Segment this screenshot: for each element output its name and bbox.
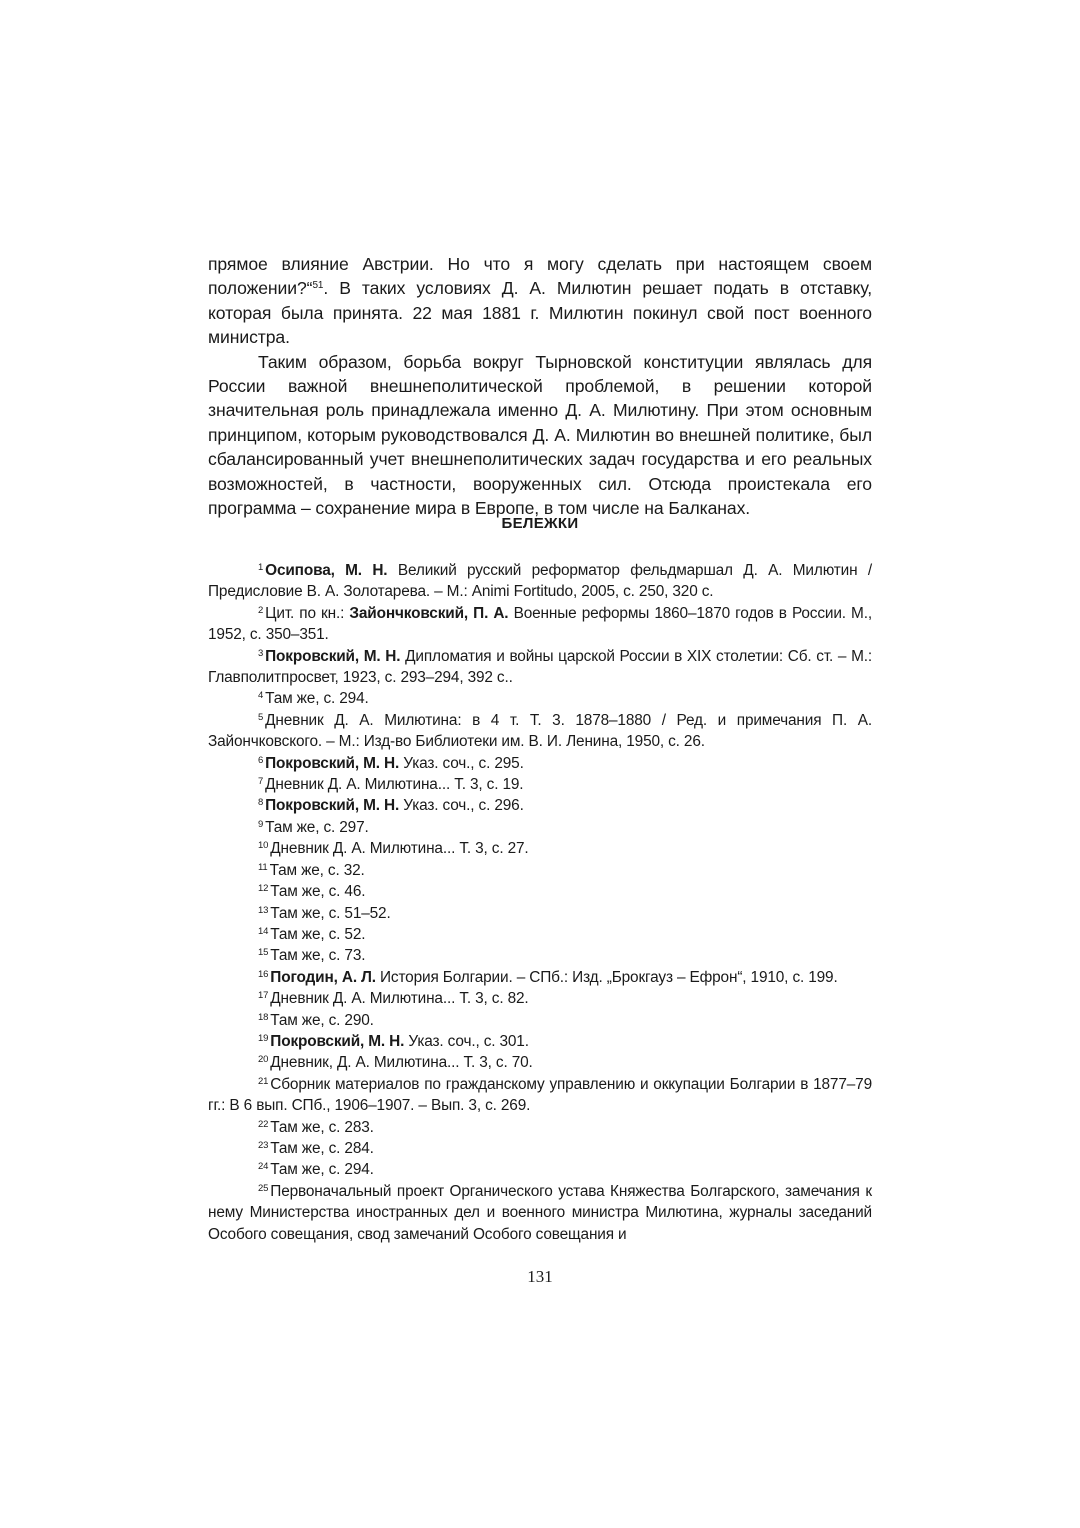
note-item <box>208 967 872 988</box>
note-text: Там же, с. 284. <box>270 1139 374 1157</box>
note-text: Первоначальный проект Органического устава Княжества Болгарского, замечания к нему Министерства иностранных дел и военного министра Милютина, журналы заседаний Особого совещания, свод замечаний Особого совещания и <box>208 1182 872 1243</box>
paragraph-1-end: . В таких условиях Д. А. Милютин решает подать в отставку, которая была принята. 22 мая 1881 г. Милютин покинул свой пост военного министра. <box>208 278 872 348</box>
paragraph-1 <box>208 252 872 350</box>
note-item <box>208 1181 872 1245</box>
note-number: 19 <box>258 1032 269 1044</box>
note-item <box>208 753 872 774</box>
note-number: 10 <box>258 840 269 852</box>
note-number: 22 <box>258 1118 269 1130</box>
note-item <box>208 646 872 689</box>
note-number: 5 <box>258 711 264 723</box>
note-number: 14 <box>258 925 269 937</box>
note-text: Там же, с. 52. <box>270 925 366 943</box>
note-text: Указ. соч., с. 301. <box>404 1032 529 1050</box>
note-text: Там же, с. 32. <box>269 861 365 879</box>
notes-heading: БЕЛЕЖКИ <box>501 515 579 532</box>
note-item <box>208 603 872 646</box>
note-prefix: Цит. по кн.: <box>265 604 350 622</box>
note-author: Погодин, А. Л. <box>270 968 376 986</box>
note-item <box>208 838 872 859</box>
note-author: Покровский, М. Н. <box>265 797 400 815</box>
note-number: 7 <box>258 776 264 788</box>
note-number: 8 <box>258 797 264 809</box>
note-item <box>208 945 872 966</box>
note-item <box>208 1074 872 1117</box>
footnote-reference: 51 <box>312 280 324 292</box>
note-text: Дневник, Д. А. Милютина... Т. 3, с. 70. <box>270 1054 533 1072</box>
note-text: Военные реформы 1860–1870 годов в России. М., 1952, с. 350–351. <box>208 604 872 644</box>
note-text: Там же, с. 294. <box>265 690 369 708</box>
note-item <box>208 924 872 945</box>
note-text: Там же, с. 51–52. <box>270 904 391 922</box>
note-number: 20 <box>258 1054 269 1066</box>
note-item <box>208 688 872 709</box>
note-text: Там же, с. 290. <box>270 1011 374 1029</box>
note-text: Дневник Д. А. Милютина: в 4 т. Т. 3. 1878–1880 / Ред. и примечания П. А. Зайончковского. – М.: Изд-во Библиотеки им. В. И. Ленина, 1950, с. 26. <box>208 711 872 751</box>
note-author: Покровский, М. Н. <box>265 647 401 665</box>
note-item <box>208 817 872 838</box>
note-number: 23 <box>258 1139 269 1151</box>
note-number: 24 <box>258 1161 269 1173</box>
note-number: 21 <box>258 1075 269 1087</box>
main-text <box>208 252 872 520</box>
note-number: 4 <box>258 690 264 702</box>
note-text: Дневник Д. А. Милютина... Т. 3, с. 27. <box>270 840 529 858</box>
note-text: История Болгарии. – СПб.: Изд. „Брокгауз – Ефрон“, 1910, с. 199. <box>375 968 838 986</box>
note-item <box>208 903 872 924</box>
note-text: Сборник материалов по гражданскому управлению и оккупации Болгарии в 1877–79 гг.: В 6 вып. СПб., 1906–1907. – Вып. 3, с. 269. <box>208 1075 872 1115</box>
note-number: 15 <box>258 947 269 959</box>
note-text: Там же, с. 73. <box>270 947 366 965</box>
note-author: Покровский, М. Н. <box>265 754 400 772</box>
note-number: 16 <box>258 968 269 980</box>
note-text: Указ. соч., с. 295. <box>399 754 524 772</box>
note-text: Там же, с. 297. <box>265 818 369 836</box>
note-author: Зайончковский, П. А. <box>349 604 509 622</box>
note-number: 17 <box>258 990 269 1002</box>
note-item <box>208 1159 872 1180</box>
note-number: 12 <box>258 883 269 895</box>
note-text: Великий русский реформатор фельдмаршал Д. А. Милютин / Предисловие В. А. Золотарева. – М.: Animi Fortitudo, 2005, с. 250, 320 с. <box>208 562 872 601</box>
note-number: 13 <box>258 904 269 916</box>
paragraph-2: Таким образом, борьба вокруг Тырновской конституции являлась для России важной внешнеполитической проблемой, в решении которой значительная роль принадлежала именно Д. А. Милютину. При этом основным принципом, которым руководствовался Д. А. Милютин во внешней политике, был сбалансированный учет внешнеполитических задач государства и его реальных возможностей, в частности, вооруженных сил. Отсюда проистекала его программа – сохранение мира в Европе, в том числе на Балканах. <box>208 351 872 519</box>
note-number: 25 <box>258 1182 269 1194</box>
note-item <box>208 1010 872 1031</box>
note-item <box>208 881 872 902</box>
note-item <box>208 1138 872 1159</box>
note-item <box>208 1117 872 1138</box>
notes-list <box>208 560 872 1245</box>
note-number: 3 <box>258 647 264 659</box>
note-text: Там же, с. 46. <box>270 883 366 901</box>
paragraph-1-start: прямое влияние Австрии. Но что я могу сделать при настоящем своем положении?“ <box>208 254 872 299</box>
note-number: 11 <box>258 861 268 873</box>
note-number: 9 <box>258 818 264 830</box>
page-number: 131 <box>527 1267 553 1286</box>
note-text: Дневник Д. А. Милютина... Т. 3, с. 82. <box>270 990 529 1008</box>
note-text: Указ. соч., с. 296. <box>399 797 524 815</box>
note-item <box>208 1031 872 1052</box>
note-author: Покровский, М. Н. <box>270 1032 405 1050</box>
note-item <box>208 1052 872 1073</box>
note-number: 2 <box>258 604 264 616</box>
note-text: Дипломатия и войны царской России в XIX столетии: Сб. ст. – М.: Главполитпросвет, 1923, с. 293–294, 392 с.. <box>208 647 872 687</box>
note-text: Там же, с. 283. <box>270 1118 374 1136</box>
note-text: Там же, с. 294. <box>270 1161 374 1179</box>
note-number: 1 <box>258 562 264 573</box>
note-item <box>208 795 872 816</box>
note-item <box>208 710 872 753</box>
note-author: Осипова, М. Н. <box>265 562 388 579</box>
note-item <box>208 560 872 603</box>
note-number: 18 <box>258 1011 269 1023</box>
note-item <box>208 988 872 1009</box>
note-item <box>208 860 872 881</box>
note-number: 6 <box>258 754 264 766</box>
note-text: Дневник Д. А. Милютина... Т. 3, с. 19. <box>265 776 524 794</box>
note-item <box>208 774 872 795</box>
